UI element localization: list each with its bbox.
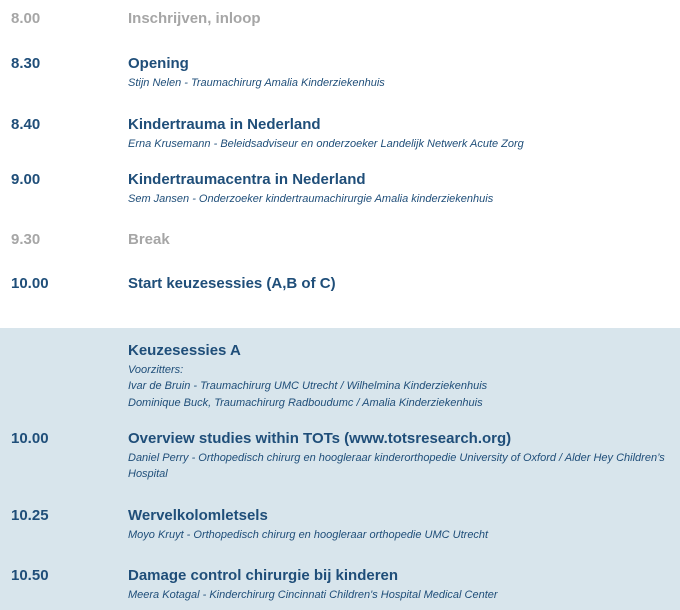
- schedule-title: Kindertrauma in Nederland: [128, 116, 321, 133]
- schedule-time: 8.30: [11, 55, 41, 72]
- schedule-time: 9.00: [11, 171, 41, 188]
- session-item-title: Damage control chirurgie bij kinderen: [128, 567, 399, 584]
- session-item-time: 10.00: [11, 430, 49, 447]
- session-item-speaker: Daniel Perry - Orthopedisch chirurg en hoogleraar kinderorthopedie University of Oxford / Alder Hey Children’s Hospital: [128, 452, 665, 480]
- schedule-title: Opening: [128, 55, 189, 72]
- session-chair: Dominique Buck, Traumachirurg Radboudumc / Amalia Kinderziekenhuis: [128, 397, 483, 409]
- schedule-time: 9.30: [11, 231, 41, 248]
- schedule-time: 10.00: [11, 275, 49, 292]
- session-item-speaker: Moyo Kruyt - Orthopedisch chirurg en hoogleraar orthopedie UMC Utrecht: [128, 529, 489, 541]
- session-title: Keuzesessies A: [128, 342, 241, 359]
- schedule-title: Kindertraumacentra in Nederland: [128, 171, 366, 188]
- schedule-speaker: Erna Krusemann - Beleidsadviseur en onderzoeker Landelijk Netwerk Acute Zorg: [128, 138, 524, 150]
- session-chairs-label: Voorzitters:: [128, 364, 184, 376]
- schedule-time: 8.40: [11, 116, 41, 133]
- session-item-time: 10.50: [11, 567, 49, 584]
- session-item-speaker: Meera Kotagal - Kinderchirurg Cincinnati Children's Hospital Medical Center: [128, 589, 498, 601]
- session-chair: Ivar de Bruin - Traumachirurg UMC Utrecht / Wilhelmina Kinderziekenhuis: [128, 380, 488, 392]
- schedule-time: 8.00: [11, 10, 41, 27]
- session-item-title: Wervelkolomletsels: [128, 507, 268, 524]
- schedule-speaker: Stijn Nelen - Traumachirurg Amalia Kinderziekenhuis: [128, 77, 385, 89]
- session-item-title: Overview studies within TOTs (www.totsresearch.org): [128, 430, 512, 447]
- schedule-title: Break: [128, 231, 170, 248]
- schedule-title: Start keuzesessies (A,B of C): [128, 275, 336, 292]
- schedule-speaker: Sem Jansen - Onderzoeker kindertraumachirurgie Amalia kinderziekenhuis: [128, 193, 494, 205]
- session-item-time: 10.25: [11, 507, 49, 524]
- schedule-title: Inschrijven, inloop: [128, 10, 261, 27]
